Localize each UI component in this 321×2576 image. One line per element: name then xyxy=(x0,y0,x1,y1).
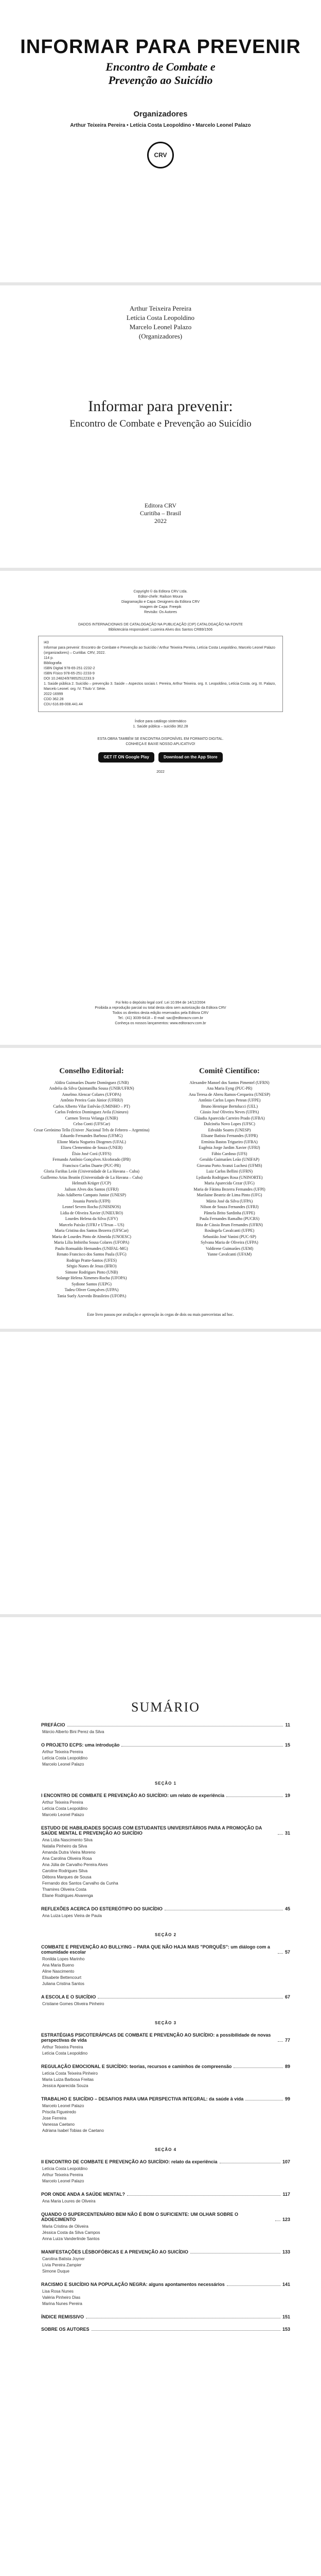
toc-entry-author: Anna Luiza Vanderlinde Santos xyxy=(42,2236,100,2241)
toc-entry-page: 45 xyxy=(284,1906,290,1911)
toc-entry-author: Jose Ferreira xyxy=(42,2116,67,2121)
committee-member: Paula Fernandes Ramalho (PUCRS) xyxy=(199,1216,260,1221)
toc-entry-author: Jéssica Costa da Silva Campos xyxy=(42,2230,100,2235)
council-member: Carlos Federico Dominguez Avila (Unieuro) xyxy=(55,1110,129,1114)
committee-member: Lydiarda Rodrigues Rosa (UNINORTE) xyxy=(196,1175,263,1180)
council-member: Tadeu Oliver Gonçalves (UFPA) xyxy=(64,1287,119,1292)
committee-member: Ana Maria Eyng (PUC-PR) xyxy=(206,1086,253,1091)
toc-entry-title: ESTRATÉGIAS PSICOTERÁPICAS DE COMBATE E PREVENÇÃO AO SUICÍDIO: a possibilidade de novas perspectivas de vida xyxy=(41,2032,271,2043)
toc-leader-dots xyxy=(278,2041,283,2042)
toc-entry[interactable] xyxy=(41,2032,290,2043)
toc-entry-author: Valéria Pinheiro Dias xyxy=(42,2295,81,2300)
cip-line: ISBN Físico 978-65-251-2233-9 xyxy=(44,672,95,675)
title-page-name: Letícia Costa Leopoldino xyxy=(126,314,195,321)
committee-member: Valdirene Guimarães (UEM) xyxy=(205,1246,254,1251)
council-member: Gloria Fariñas León (Universidade de La Havana – Cuba) xyxy=(44,1169,139,1174)
download-line-2: CONHEÇA E BAIXE NOSSO APLICATIVO! xyxy=(126,742,195,746)
toc-entry[interactable] xyxy=(41,1994,290,1999)
toc-entry-author: Vanessa Caetano xyxy=(42,2122,75,2127)
toc-entry[interactable] xyxy=(41,2314,290,2319)
download-line-1: ESTA OBRA TAMBÉM SE ENCONTRA DISPONÍVEL EM FORMATO DIGITAL. xyxy=(97,737,224,741)
cdd-line: 1. Saúde pública – suicídio 362.28 xyxy=(133,725,188,728)
council-member: Renato Francisco dos Santos Paula (UFG) xyxy=(57,1252,127,1257)
toc-entry[interactable] xyxy=(41,1722,290,1727)
council-member: João Adalberto Campato Junior (UNESP) xyxy=(57,1193,126,1197)
council-member: Paulo Romualdo Hernandes (UNIFAL-MG) xyxy=(55,1246,128,1251)
toc-entry-author: Letícia Costa Leopoldino xyxy=(42,1806,88,1811)
committee-member: Cláudia Aparecida Carreiro Prado (UFBA) xyxy=(194,1115,265,1121)
toc-section-heading: SEÇÃO 2 xyxy=(154,1933,177,1937)
toc-entry[interactable] xyxy=(41,2212,290,2222)
toc-entry-author: Marcelo Leonel Palazo xyxy=(42,2179,84,2183)
council-member: Antônio Pereira Gaio Júnior (UFRRJ) xyxy=(60,1098,123,1103)
toc-entry-title: QUANDO O SUPERCENTENÁRIO BEM NÃO É BOM O SUFICIENTE: UM OLHAR SOBRE O ADOECIMENTO xyxy=(41,2212,239,2222)
toc-heading: SUMÁRIO xyxy=(131,1700,200,1715)
committee-member: Yanne Cavalcanti (UFAM) xyxy=(207,1252,252,1257)
council-member: Maria Cristina dos Santos Bezerra (UFSCar) xyxy=(55,1228,129,1233)
committee-member: Luiz Carlos Bellini (UFRN) xyxy=(206,1169,253,1174)
toc-entry-title: REFLEXÕES ACERCA DO ESTEREÓTIPO DO SUICÍDIO xyxy=(41,1906,163,1911)
toc-entry[interactable] xyxy=(41,2192,290,2197)
committee-member: Ana Teresa de Abreu Ramos-Cerqueira (UNESP) xyxy=(188,1092,271,1097)
toc-entry-author: Marcelo Leonel Palazo xyxy=(42,2104,84,2108)
toc-entry-title: POR ONDE ANDA A SAÚDE MENTAL? xyxy=(41,2192,125,2197)
council-member: Aldira Guimarães Duarte Domínguez (UNB) xyxy=(54,1080,129,1085)
council-member: Helmuth Krüger (UCP) xyxy=(72,1181,111,1185)
toc-entry-author: Eliane Rodrigues Alvarenga xyxy=(42,1893,93,1898)
cip-line: 114 p. xyxy=(44,656,53,660)
committee-member: Rosângela Cavalcanti (UFPE) xyxy=(204,1228,255,1233)
toc-section-heading: SEÇÃO 3 xyxy=(154,2021,177,2025)
toc-entry-author: Lisa Rosa Nunes xyxy=(42,2289,74,2294)
toc-entry-author: Márcio Alberto Bini Perez da Silva xyxy=(42,1730,104,1734)
cip-line: CDD 362.28 xyxy=(44,698,64,701)
toc-entry-author: Marina Nunes Pereira xyxy=(42,2301,82,2306)
cip-heading: DADOS INTERNACIONAIS DE CATALOGAÇÃO NA PUBLICAÇÃO (CIP) CATALOGAÇÃO NA FONTE xyxy=(78,623,243,626)
council-member: Fernando Antônio Gonçalves Alcoforado (IPB) xyxy=(52,1157,131,1162)
toc-entry-author: Marcelo Leonel Palazo xyxy=(42,1762,84,1767)
toc-entry-author: Ronilda Lopes Marinho xyxy=(42,1957,85,1961)
toc-entry-title: ÍNDICE REMISSIVO xyxy=(41,2314,84,2319)
cip-box xyxy=(38,636,283,712)
council-member: Simone Rodrigues Pinto (UNB) xyxy=(65,1269,118,1275)
committee-member: Cássio José Oliveira Neves (UFPA) xyxy=(200,1110,259,1114)
title-page xyxy=(0,285,321,568)
committee-member: Ermínia Bastos Trigueiro (UFBA) xyxy=(201,1139,258,1144)
toc-entry-author: Letícia Costa Leopoldino xyxy=(42,1756,88,1760)
copyright-line: Imagem de Capa: Freepik xyxy=(139,605,182,609)
toc-entry-page: 117 xyxy=(282,2192,290,2197)
toc-entry-author: Arthur Teixeira Pereira xyxy=(42,2045,83,2049)
publisher-logo-icon xyxy=(147,142,174,168)
toc-entry[interactable] xyxy=(41,2249,290,2255)
toc-leader-dots xyxy=(278,1953,283,1954)
cip-line: DOI 10.24824/978652512233.9 xyxy=(44,677,95,681)
toc-entry-author: Ana Lídia Nascimento Silva xyxy=(42,1838,93,1842)
council-member: Guillermo Arias Beatón (Universidade de La Havana – Cuba) xyxy=(41,1175,142,1180)
toc-entry-author: Letícia Costa Teixeira Pinheiro xyxy=(42,2071,98,2076)
committee-member: Bruno Henrique Bertolucci (UEL) xyxy=(201,1104,258,1109)
toc-entry[interactable] xyxy=(41,2064,290,2069)
toc-entry[interactable] xyxy=(41,1825,290,1836)
title-page-name: Arthur Teixeira Pereira xyxy=(129,304,192,312)
toc-entry-page: 123 xyxy=(282,2217,290,2222)
toc-entry[interactable] xyxy=(41,1944,290,1955)
imprint-line: Editora CRV xyxy=(144,502,177,509)
cip-sub: Bibliotecária responsável: Luzenira Alves dos Santos CRB9/1506 xyxy=(108,628,213,632)
copyright-footer xyxy=(0,1001,321,1026)
toc-entry-author: Simone Duque xyxy=(42,2269,69,2274)
cdd-heading: Índice para catálogo sistemático xyxy=(135,720,186,723)
toc-entry-author: Marcelo Leonel Palazo xyxy=(42,1812,84,1817)
council-member: Sydione Santos (UEPG) xyxy=(72,1281,112,1286)
council-member: Jailson Alves dos Santos (UFRJ) xyxy=(64,1187,119,1192)
toc-entry-title: MANIFESTAÇÕES LÉSBOFÓBICAS E A PREVENÇÃO AO SUICÍDIO xyxy=(41,2249,188,2255)
app-store-badges xyxy=(38,752,283,762)
cover-subtitle-line-2: Prevenção ao Suicídio xyxy=(108,74,213,87)
council-member: Lourdes Helena da Silva (UFV) xyxy=(65,1216,118,1221)
cip-line: ISBN Digital 978-65-251-2232-2 xyxy=(44,667,95,670)
toc-entry-author: Priscila Figueiredo xyxy=(42,2110,76,2114)
toc-entry-author: Maria Cristina de Oliveira xyxy=(42,2224,88,2229)
committee-member: Elisane Batista Fernandes (UFPR) xyxy=(201,1133,258,1138)
toc-leader-dots xyxy=(127,2195,280,2196)
council-member: Josania Portela (UFPI) xyxy=(73,1198,111,1204)
toc-entry-title: TRABALHO E SUICÍDIO – DESAFIOS PARA UMA PERSPECTIVA INTEGRAL: da saúde à vida xyxy=(41,2096,244,2102)
cip-line: Bibliografia xyxy=(44,662,62,665)
toc-entry-title: SOBRE OS AUTORES xyxy=(41,2327,90,2332)
toc-entry-author: Ana Maria Bueno xyxy=(42,1963,74,1968)
copyright-line: Copyright © da Editora CRV Ltda. xyxy=(133,590,188,594)
committee-member: Maria de Fátima Bezerra Fernandes (UFPI) xyxy=(193,1187,265,1192)
toc-entry-author: Jessica Aparecida Souza xyxy=(42,2083,88,2088)
toc-section-heading: SEÇÃO 1 xyxy=(154,1781,177,1786)
committee-member: Fábio Cardoso (UFS) xyxy=(211,1151,247,1156)
toc-entry-title: A ESCOLA E O SUICÍDIO xyxy=(41,1994,96,1999)
copyright-line: Editor-chefe: Railson Moura xyxy=(138,595,183,599)
council-member: Andréia da Silva Quintanilha Sousa (UNIR/UFRN) xyxy=(49,1086,134,1091)
title-page-name: Marcelo Leonel Palazo xyxy=(129,323,192,331)
cip-line: 1. Saúde pública 2. Suicídio – prevenção 3. Saúde – Aspectos sociais I. Pereira, Arthur Teixeira. org. II. Leopoldino, Letícia Costa. org. III. Palazo, Marcelo Leonel. org. IV. Título V. Série. xyxy=(44,682,276,691)
council-member: Anselmo Alencar Colares (UFOPA) xyxy=(62,1092,121,1097)
toc-entry-title: II ENCONTRO DE COMBATE E PREVENÇÃO AO SUICÍDIO: relato da experiência xyxy=(41,2159,218,2164)
footer-line: Conheça os nossos lançamentos: www.editoracrv.com.br xyxy=(115,1022,206,1025)
blank-page xyxy=(0,1332,321,1614)
committee-member: Rita de Cássia Brum Fernandes (UFRN) xyxy=(196,1222,263,1227)
committee-member: Giovana Porto Avanzi Luchesi (UFMS) xyxy=(197,1163,262,1168)
toc-entry-page: 11 xyxy=(285,1722,290,1727)
toc-entry-author: Cristiane Gomes Oliveira Pinheiro xyxy=(42,2002,104,2006)
council-member: Maria de Lourdes Pinto de Almeida (UNOESC) xyxy=(52,1234,131,1239)
title-page-names xyxy=(0,285,321,341)
toc-entry[interactable] xyxy=(41,2096,290,2102)
scientific-committee-column xyxy=(167,1069,292,1329)
council-member: Maria Lília Imbiriba Sousa Colares (UFOPA) xyxy=(53,1240,130,1245)
cip-line: Informar para prevenir: Encontro de Combate e Prevenção ao Suicídio / Arthur Teixeira Pereira, Letícia Costa Leopoldino, Marcelo Leonel Palazo (organizadores) – Curitiba: CRV, 2022. xyxy=(44,646,276,655)
table-of-contents xyxy=(0,1617,321,2576)
council-member: Francisco Carlos Duarte (PUC-PR) xyxy=(62,1163,121,1168)
toc-entry-page: 99 xyxy=(284,2096,290,2102)
toc-entry-author: Adriana Isabel Tobias de Caetano xyxy=(42,2128,104,2133)
toc-entry-author: Juliana Cristina Santos xyxy=(42,1981,84,1986)
toc-entry-author: Arthur Teixeira Pereira xyxy=(42,1750,83,1754)
toc-entry[interactable] xyxy=(41,1742,290,1748)
council-member: Tania Suely Azevedo Brasileiro (UFOPA) xyxy=(57,1293,127,1298)
council-member: Celso Conti (UFSCar) xyxy=(73,1122,110,1126)
council-member: Leonel Severo Rocha (UNISINOS) xyxy=(62,1205,121,1209)
toc-entry-page: 67 xyxy=(284,1994,290,1999)
committee-member: Pâmela Brito Sardinha (UFPE) xyxy=(204,1210,255,1215)
footer-line: Foi feito o depósito legal conf. Lei 10.994 de 14/12/2004 xyxy=(115,1001,206,1005)
toc-entry-author: Aline Nascimento xyxy=(42,1969,75,1974)
committee-member: Marilaine Beatriz de Lima Pinto (UFG) xyxy=(197,1193,262,1197)
toc-entry-title: REGULAÇÃO EMOCIONAL E SUICÍDIO: teorias, recursos e caminhos de compreensão xyxy=(41,2064,232,2069)
toc-entry-author: Maria Luiza Barbosa Freitas xyxy=(42,2077,94,2082)
toc-entry-title: O PROJETO ECPS: uma introdução xyxy=(41,1742,120,1748)
title-page-subtitle: Encontro de Combate e Prevenção ao Suicídio xyxy=(69,418,252,429)
toc-entry-author: Lívia Pereira Zampier xyxy=(42,2263,82,2267)
toc-entry-author: Amanda Dutra Vieira Moreno xyxy=(42,1850,96,1855)
toc-entry-page: 57 xyxy=(284,1950,290,1955)
council-member: Elione Maria Nogueira Diogenes (UFAL) xyxy=(57,1139,126,1144)
toc-entry-page: 107 xyxy=(282,2159,290,2164)
toc-leader-dots xyxy=(227,2285,280,2286)
toc-entry-title: I ENCONTRO DE COMBATE E PREVENÇÃO AO SUICÍDIO: um relato de experiência xyxy=(41,1793,225,1798)
toc-leader-dots xyxy=(121,1746,283,1747)
cover-organizers: Arthur Teixeira Pereira • Letícia Costa Leopoldino • Marcelo Leonel Palazo xyxy=(70,123,251,128)
committee-member: Sebastião José Vanini (PUC-SP) xyxy=(203,1234,256,1239)
toc-entry-title: RACISMO E SUICÍDIO NA POPULAÇÃO NEGRA: alguns apontamentos necessários xyxy=(41,2282,225,2287)
cover-organizers-heading: Organizadores xyxy=(133,110,188,118)
toc-entry[interactable] xyxy=(41,1793,290,1798)
council-member: Rodrigo Pratte-Santos (UFES) xyxy=(66,1258,117,1263)
toc-entry-author: Ana Maria Loures de Oliveira xyxy=(42,2199,96,2204)
imprint-line: 2022 xyxy=(154,517,167,524)
council-member: Cesar Gerónimo Tello (Univer .Nacional Três de Febrero – Argentina) xyxy=(33,1127,150,1132)
toc-section-heading: SEÇÃO 4 xyxy=(154,2147,177,2152)
peer-review-note: Este livro passou por avaliação e aprovação às cegas de dois ou mais pareceristas ad hoc. xyxy=(87,1312,234,1317)
council-member: Marcelo Paixão (UFRJ e UTexas – US) xyxy=(59,1222,124,1227)
council-member: Carlos Alberto Vilar Estêvão (UMINHO – PT) xyxy=(53,1104,130,1109)
cip-line: I43 xyxy=(44,641,49,645)
council-member: Lídia de Oliveira Xavier (UNIEURO) xyxy=(60,1210,123,1215)
toc-entry-author: Ana Carolina Oliveira Rosa xyxy=(42,1856,92,1861)
toc-leader-dots xyxy=(278,1834,283,1835)
cover-page xyxy=(0,0,321,282)
toc-entry-author: Fernando dos Santos Carvalho da Cunha xyxy=(42,1881,118,1886)
toc-entry-author: Ana Luiza Lopes Vieira de Paula xyxy=(42,1913,102,1918)
copyright-year: 2022 xyxy=(156,770,165,774)
cover-title: INFORMAR PARA PREVENIR xyxy=(20,36,301,58)
toc-leader-dots xyxy=(234,2067,283,2068)
toc-entry-author: Arthur Teixeira Pereira xyxy=(42,1800,83,1805)
toc-entry-author: Letícia Costa Leopoldino xyxy=(42,2166,88,2171)
scientific-committee-heading: Comitê Científico: xyxy=(199,1067,260,1075)
toc-entry-page: 15 xyxy=(284,1742,290,1748)
publisher-logo-text: CRV xyxy=(154,151,167,159)
committee-member: Dulcinéia Novo Lopes (UFSC) xyxy=(204,1122,255,1126)
imprint-line: Curitiba – Brasil xyxy=(140,510,181,517)
toc-entry-author: Natalia Pinheiro da Silva xyxy=(42,1844,87,1849)
toc-entry-title: COMBATE E PREVENÇÃO AO BULLYING – PARA QUE NÃO HAJA MAIS "PORQUÊS": um diálogo com a comunidade escolar xyxy=(41,1944,270,1955)
cip-line: 2022-16999 xyxy=(44,692,63,696)
toc-entry-title: ESTUDO DE HABILIDADES SOCIAIS COM ESTUDANTES UNIVERSITÁRIOS PARA A PROMOÇÃO DA SAÚDE MENTAL E PREVENÇÃO AO SUICÍDIO xyxy=(41,1825,262,1836)
copyright-line: Diagramação e Capa: Designers da Editora CRV xyxy=(121,600,200,604)
toc-entry-author: Débora Marques de Sousa xyxy=(42,1875,92,1879)
toc-entry-author: Arthur Teixeira Pereira xyxy=(42,2173,83,2177)
committee-member: Mário José da Silva (UFPA) xyxy=(206,1198,253,1204)
committee-member: Sylvana Maria de Oliveira (UFPA) xyxy=(201,1240,258,1245)
council-member: Elizeu Clementino de Souza (UNEB) xyxy=(61,1145,122,1150)
copyright-line: Revisão: Os Autores xyxy=(144,611,177,614)
toc-entry-author: Caroline Rodrigues Silva xyxy=(42,1869,88,1873)
committee-member: Antônio Carlos Lopes Petean (UFPE) xyxy=(198,1098,261,1103)
toc-entry[interactable] xyxy=(41,2159,290,2164)
copyright-page xyxy=(0,571,321,1045)
toc-entry-page: 133 xyxy=(282,2249,290,2255)
committee-member: Alexandre Manoel dos Santos Pimentel (UFRN) xyxy=(189,1080,270,1085)
toc-entry-page: 77 xyxy=(284,2038,290,2043)
title-page-imprint xyxy=(0,502,321,525)
toc-entry[interactable] xyxy=(41,2327,290,2332)
toc-entry-page: 141 xyxy=(282,2282,290,2287)
editorial-council-column xyxy=(29,1069,154,1329)
toc-entry-page: 151 xyxy=(282,2314,290,2319)
title-page-name: (Organizadores) xyxy=(138,332,183,340)
toc-entry-page: 19 xyxy=(284,1793,290,1798)
council-member: Solange Helena Ximenes-Rocha (UFOPA) xyxy=(56,1276,127,1280)
toc-entry-author: Elisabete Bettencourt xyxy=(42,1975,82,1980)
toc-entry-author: Letícia Costa Leopoldino xyxy=(42,2051,88,2056)
toc-entry-page: 153 xyxy=(282,2327,290,2332)
committee-member: Maria Aparecida Cezar (UFG) xyxy=(204,1181,255,1185)
editorial-council-heading: Conselho Editorial: xyxy=(59,1067,124,1075)
council-member: Élsio José Corá (UFFS) xyxy=(72,1151,112,1156)
footer-line: Proibida a reprodução parcial ou total desta obra sem autorização da Editora CRV xyxy=(95,1006,226,1010)
footer-line: Tel.: (41) 3039-6418 – E-mail: sac@editoracrv.com.br xyxy=(118,1016,203,1020)
toc-entry-page: 31 xyxy=(284,1831,290,1836)
google-play-badge[interactable]: GET IT ON Google Play xyxy=(98,752,154,762)
toc-entry-author: Thamires Oliveira Costa xyxy=(42,1887,86,1892)
council-member: Eduardo Fernandes Barbosa (UFMG) xyxy=(60,1133,123,1138)
toc-leader-dots xyxy=(92,2330,280,2331)
toc-entry-author: Ana Júlia de Carvalho Pereira Alves xyxy=(42,1862,108,1867)
committee-member: Eugênia Jorge Jardim Xavier (UFRJ) xyxy=(199,1145,260,1150)
cover-subtitle xyxy=(0,60,321,87)
toc-entry[interactable] xyxy=(41,2282,290,2287)
app-store-badge[interactable]: Download on the App Store xyxy=(158,752,223,762)
copyright-block xyxy=(38,589,283,615)
toc-entry-author: Carolina Batista Joyner xyxy=(42,2257,85,2261)
footer-line: Todos os direitos desta edição reservados pela Editora CRV xyxy=(112,1011,209,1015)
cip-line: CDU 616.89-008.441.44 xyxy=(44,703,83,706)
title-page-title: Informar para prevenir: xyxy=(88,398,233,415)
editorial-board-page xyxy=(0,1048,321,1329)
toc-entry[interactable] xyxy=(41,1906,290,1911)
committee-member: Geraldo Guimarães Leão (UNIFAP) xyxy=(199,1157,260,1162)
council-member: Sérgio Nunes de Jesus (IFRO) xyxy=(66,1264,117,1268)
toc-entry-title: PREFÁCIO xyxy=(41,1722,65,1727)
toc-entry-page: 89 xyxy=(284,2064,290,2069)
committee-member: Nilson de Souza Fernandes (UFRJ) xyxy=(200,1205,259,1209)
council-member: Carmen Tereza Velanga (UNIR) xyxy=(65,1115,118,1121)
committee-member: Edvaldo Soares (UNESP) xyxy=(208,1127,251,1132)
cover-subtitle-line-1: Encontro de Combate e xyxy=(105,60,216,73)
